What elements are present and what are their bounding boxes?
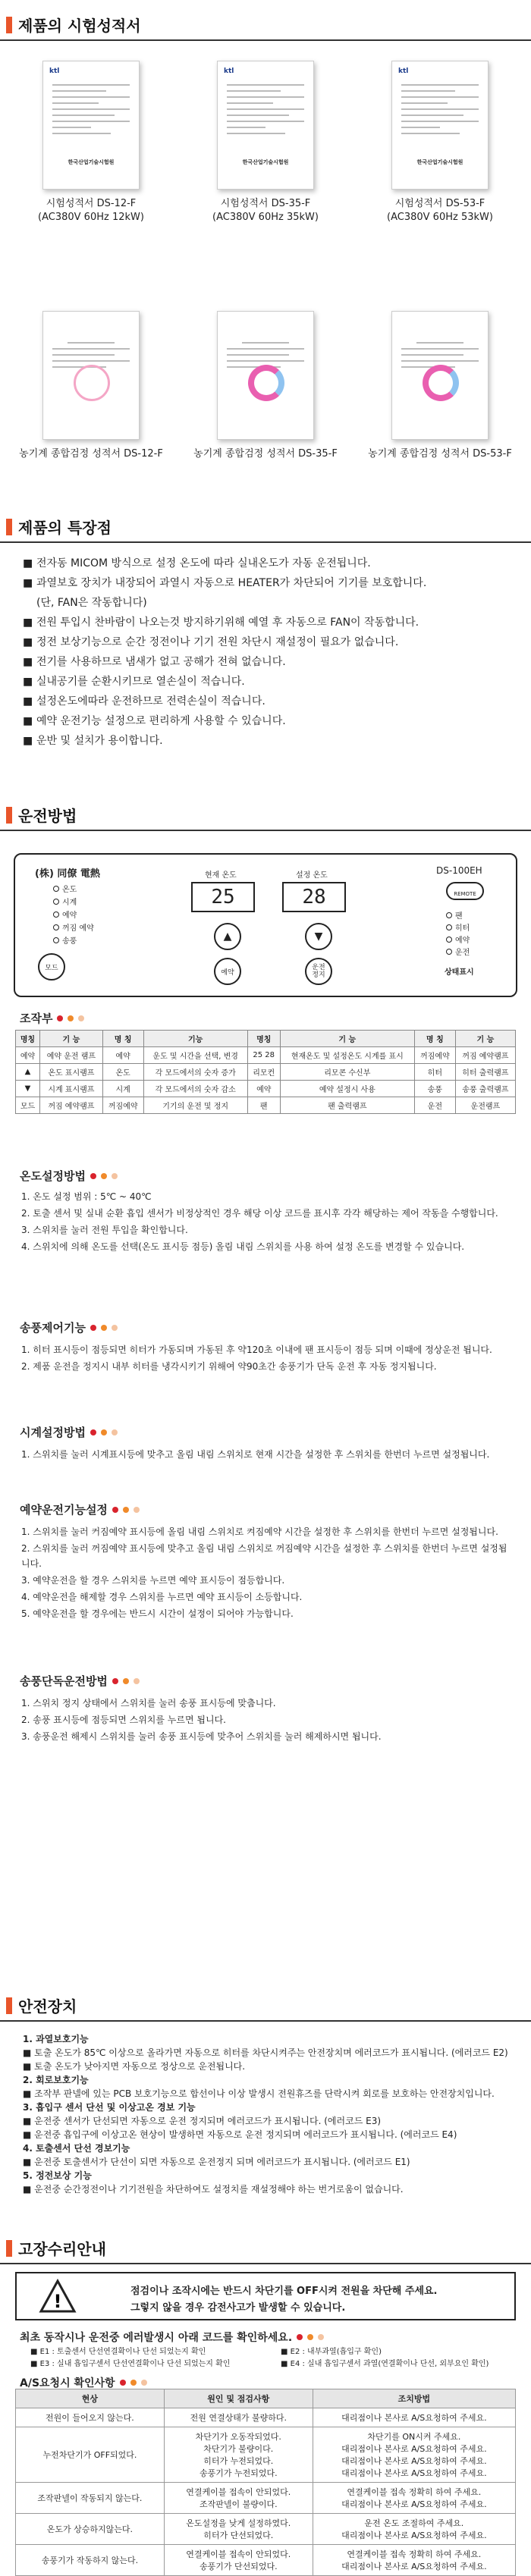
cert-document (217, 311, 314, 440)
mode-button[interactable]: 모드 (38, 953, 65, 981)
reserve-setting-text: 1. 스위치를 눌러 커짐예약 표시등에 올림 내림 스위치로 켜짐예약 시간을 설정한 후 스위치를 한번더 누르면 설정됩니다. 2. 스위치를 눌러 꺼짐예약 표시등에 맞추고 올림 내림 스위치로 꺼짐예약 시간을 설정한 후 스위치를 한번더 누르면 설정됩니다. 3. 예약운전을 할 경우 스위치를 누르면 예약 표시등이 점등합니다. 4. 예약운전을 해제할 경우 스위치를 누르면 예약 표시등이 소등합니다. 5. 예약운전을 할 경우에는 반드시 시간이 설정이 되어야 가능합니다. (21, 1526, 507, 1619)
fan-only-text: 1. 스위치 정지 상태에서 스위치를 눌러 송풍 표시등에 맞춥니다. 2. 송풍 표시등에 점등되면 스위치를 누르면 됩니다. 3. 송풍운전 해제시 스위치를 눌러 송풍 표시등에 맞추어 스위치를 눌러 해제하시면 됩니다. (21, 1698, 382, 1742)
section-bar (6, 1997, 12, 2014)
divider (0, 2020, 531, 2022)
indicator: 팬 (446, 911, 470, 923)
list-item: ■ 예약 운전기능 설정으로 편리하게 사용할 수 있습니다. (23, 715, 286, 727)
cert-caption: 농기계 종합검정 성적서 DS-53-F (368, 448, 512, 460)
temp-setting-title: 온도설정방법 (20, 1168, 118, 1184)
certs-header (6, 14, 141, 36)
as-table: 현상 원인 및 점검사항 조치방법 전원이 들어오지 않는다. 전원 연결상태가 불량하다. 대리점이나 본사로 A/S요청하여 주세요. 누전차단기가 OFF되었다. 차단기가 오동작되었다. 차단기가 불량이다. 히터가 누전되었다. 송풍기가 누전되었다. 차단기를 ON시켜 주세요. 대리점이나 본사로 A/S요청하여 주세요. 대리점이나 본사로 A/S요청하여 주세요. 대리점이나 본사로 A/S요청하여 주세요. 조작판넬이 작동되지 않는다. 연결케이블 접속이 안되었다. 조작판넬이 불량이다. 연결케이블 접속 정확히 하여 주세요. 대리점이나 본사로 A/S요청하여 주세요. 온도가 상승하지않는다. 온도설정을 낮게 설정하였다. 히터가 단선되었다. 운전 온도 조절하여 주세요. 대리점이나 본사로 A/S요청하여 주세요. 송풍기가 작동하지 않는다. 연결케이블 접속이 안되었다. 송풍기가 단선되었다. 연결케이블 접속 정확히 하여 주세요. 대리점이나 본사로 A/S요청하여 주세요. (15, 2389, 516, 2576)
cert-org: 한국산업기술시험원 (68, 159, 115, 165)
indicator: 꺼짐 예약 (53, 922, 114, 935)
panel-model: DS-100EH (436, 865, 482, 876)
divider (0, 830, 531, 831)
as-title: A/S요청시 확인사항 (20, 2375, 147, 2390)
controls-table: 명칭 기 능 명 칭 기능 명칭 기 능 명 칭 기 능 예약 예약 운전 램프 예약 운도 및 시간을 선택, 변경 25 28 현재온도 및 설정온도 시계를 표시 꺼짐예약 꺼짐 예약램프 ▲ 온도 표시램프 온도 각 모드에서의 숫자 증가 리모컨 리모콘 수신부 히터 히터 출력램프 ▼ 시계 표시램프 시계 각 모드에서의 숫자 감소 예약 예약 설정시 사용 송풍 송풍 출력램프 모드 꺼짐 예약램프 꺼짐예약 기기의 운전 및 정지 팬 팬 출력램프 운전 운전램프 (15, 1030, 516, 1114)
list-item: ■ E1 : 토출센서 단선연결확이나 단선 되었는지 확인 (30, 2348, 206, 2356)
divider (0, 2263, 531, 2264)
svg-text:!: ! (53, 2291, 62, 2312)
cert-stamp (423, 365, 459, 401)
list-item: ■ 전자동 MICOM 방식으로 설정 온도에 따라 실내온도가 자동 운전됩니다. (23, 557, 371, 569)
section-bar (6, 2240, 12, 2257)
triangle-down-icon: ▼ (314, 930, 323, 943)
table-row: ▲ 온도 표시램프 온도 각 모드에서의 숫자 증가 리모컨 리모콘 수신부 히터 히터 출력램프 (16, 1064, 516, 1081)
down-button[interactable] (305, 923, 332, 950)
table-row: ▼ 시계 표시램프 시계 각 모드에서의 숫자 감소 예약 예약 설정시 사용 송풍 송풍 출력램프 (16, 1081, 516, 1097)
ktl-logo: ktl (398, 67, 409, 75)
cert-item (364, 311, 516, 461)
divider (0, 39, 531, 41)
indicator: 시계 (53, 896, 114, 909)
list-item: ■ 운전중 토출센서가 단선이 되면 자동으로 운전정지 되며 에러코드가 표시됩니다. (에러코드 E1) (23, 2157, 410, 2167)
ktl-logo: ktl (49, 67, 60, 75)
indicator: 히터 (446, 923, 470, 935)
warning-line1: 점검이나 조작시에는 반드시 차단기를 OFF시켜 전원을 차단해 주세요. (130, 2286, 438, 2297)
table-row: 모드 꺼짐 예약램프 꺼짐예약 기기의 운전 및 정지 팬 팬 출력램프 운전 운전램프 (16, 1097, 516, 1114)
operation-title: 운전방법 (18, 807, 77, 825)
table-row: 전원이 들어오지 않는다. 전원 연결상태가 불량하다. 대리점이나 본사로 A/S요청하여 주세요. (16, 2408, 516, 2427)
features-title: 제품의 특장점 (18, 519, 112, 537)
repair-header (6, 2237, 106, 2259)
status-label: 상태표시 (445, 968, 474, 977)
as-table-wrap (15, 2389, 516, 2571)
list-item: ■ E4 : 실내 흡입구센서 과열(연결확이나 단선, 외부요인 확인) (281, 2360, 489, 2368)
clock-setting-text: 1. 스위치를 눌러 시계표시등에 맞추고 올림 내림 스위치로 현재 시간을 설정한 후 스위치를 한번더 누르면 설정됩니다. (21, 1449, 490, 1460)
cert-item (15, 61, 167, 224)
cert-stamp (248, 365, 284, 401)
reserve-setting-title: 예약운전기능설정 (20, 1501, 140, 1517)
indicator: 운전 (446, 947, 470, 959)
fan-function-text: 1. 히터 표시등이 점등되면 히터가 가동되며 가동된 후 약120초 이내에 팬 표시등이 점등 되며 이때에 정상운전 됩니다. 2. 제품 운전을 정지시 내부 히터를 냉각시키기 위해여 약90초간 송풍기가 단독 운전 후 자동 정지됩니다. (21, 1344, 492, 1372)
reserve-button[interactable]: 예약 (214, 958, 241, 985)
cert-caption: 농기계 종합검정 성적서 DS-12-F (19, 448, 163, 460)
list-item: ■ 운전중 순간정전이나 기기전원을 차단하여도 설정치를 재설정해야 하는 번거로움이 없습니다. (23, 2184, 404, 2195)
list-item: ■ 정전 보상기능으로 순간 정전이나 기기 전원 차단시 재설정이 필요가 없습니다. (23, 636, 399, 648)
left-indicators (53, 883, 114, 948)
triangle-up-icon: ▲ (223, 930, 232, 943)
error-codes (30, 2346, 516, 2370)
warning-box (15, 2272, 516, 2320)
cert-document (217, 61, 314, 190)
clock-setting-title: 시계설정방법 (20, 1424, 118, 1440)
current-temp-label: 현재 온도 (205, 871, 237, 880)
cert-item (190, 61, 341, 224)
list-item: ■ 조작부 판넬에 있는 PCB 보호기능으로 합선이나 이상 발생시 전원휴즈를 단락시켜 회로를 보호하는 안전장치입니다. (23, 2088, 495, 2099)
list-item: ■ 전기를 사용하므로 냄새가 없고 공해가 전혀 없습니다. (23, 656, 286, 668)
cert-document (42, 61, 140, 190)
cert-item (190, 311, 341, 461)
ktl-logo: ktl (224, 67, 234, 75)
section-bar (6, 17, 12, 33)
repair-title: 고장수리안내 (18, 2240, 106, 2258)
cert-caption: 시험성적서 DS-12-F (AC380V 60Hz 12kW) (38, 198, 144, 223)
cert-caption: 시험성적서 DS-35-F (AC380V 60Hz 35kW) (212, 198, 319, 223)
run-stop-button[interactable]: 운전 정지 (305, 958, 332, 985)
up-button[interactable] (214, 923, 241, 950)
list-item: ■ E3 : 실내 흡입구센서 단선연결확이나 단선 되었는지 확인 (30, 2360, 231, 2368)
error-title: 최초 동작시나 운전중 에러발생시 아래 코드를 확인하세요. (20, 2330, 324, 2345)
remote-receiver: REMOTE (446, 882, 484, 900)
safety-list: 1. 과열보호기능 ■ 토출 온도가 85℃ 이상으로 올라가면 자동으로 히터를 차단시켜주는 안전장치며 에러코드가 표시됩니다. (에러코드 E2) ■ 토출 온도가 낮아지면 자동으로 정상으로 운전됩니다. 2. 회로보호기능 ■ 조작부 판넬에 있는 PCB 보호기능으로 합선이나 이상 발생시 전원휴즈를 단락시켜 회로를 보호하는 안전장치입니다. 3. 흡입구 센서 단선 및 이상고온 경보 기능 ■ 운전중 센서가 단선되면 자동으로 운전 정지되며 에러코드가 표시됩니다. (에러코드 E3) ■ 운전중 흡입구에 이상고온 현상이 발생하면 자동으로 운전 정지되며 에러코드가 표시됩니다. (에러코드 E4) 4. 토출센서 단선 경보기능 ■ 운전중 토출센서가 단선이 되면 자동으로 운전정지 되며 에러코드가 표시됩니다. (에러코드 E1) 5. 정전보상 기능 ■ 운전중 순간정전이나 기기전원을 차단하여도 설정치를 재설정해야 하는 번거로움이 없습니다. (23, 2034, 508, 2195)
cert-item (15, 311, 167, 461)
indicator: 예약 (446, 935, 470, 947)
fan-function-title: 송풍제어기능 (20, 1319, 118, 1335)
indicator: 온도 (53, 883, 114, 896)
table-row: 예약 예약 운전 램프 예약 운도 및 시간을 선택, 변경 25 28 현재온도 및 설정온도 시계를 표시 꺼짐예약 꺼짐 예약램프 (16, 1047, 516, 1064)
list-item: ■ 토출 온도가 85℃ 이상으로 올라가면 자동으로 히터를 차단시켜주는 안전장치며 에러코드가 표시됩니다. (에러코드 E2) (23, 2047, 508, 2058)
certs-title: 제품의 시험성적서 (18, 17, 141, 35)
warning-line2: 그렇지 않을 경우 감전사고가 발생할 수 있습니다. (130, 2302, 346, 2314)
cert-document (42, 311, 140, 440)
list-item: ■ 토출 온도가 낮아지면 자동으로 정상으로 운전됩니다. (23, 2061, 246, 2072)
list-item: ■ 운반 및 설치가 용이합니다. (23, 735, 163, 747)
cert-document (391, 311, 489, 440)
cert-org: 한국산업기술시험원 (416, 159, 463, 165)
cert-caption: 시험성적서 DS-53-F (AC380V 60Hz 53kW) (387, 198, 493, 223)
list-item: (단, FAN은 작동합니다) (36, 597, 147, 609)
operation-header (6, 804, 77, 826)
list-item: ■ 전원 투입시 찬바람이 나오는것 방지하기위해 예열 후 자동으로 FAN이 작동합니다. (23, 617, 419, 629)
divider (0, 541, 531, 543)
cert-document (391, 61, 489, 190)
cert-caption: 농기계 종합검정 성적서 DS-35-F (193, 448, 338, 460)
cert-org: 한국산업기술시험원 (242, 159, 289, 165)
safety-title: 안전장치 (18, 1997, 77, 2016)
right-indicators (446, 911, 470, 959)
set-temp-label: 설정 온도 (296, 871, 328, 880)
list-item: ■ E2 : 내부과열(흡입구 확인) (281, 2348, 382, 2356)
safety-header (6, 1994, 77, 2016)
list-item: ■ 과열보호 장치가 내장되어 과열시 자동으로 HEATER가 차단되어 기기를 보호합니다. (23, 577, 427, 589)
temp-setting-text: 1. 온도 설정 범위 : 5℃ ~ 40℃ 2. 토출 센서 및 실내 순환 흡입 센서가 비정상적인 경우 해당 이상 코드를 표시후 각각 해당하는 제어 작동을 수행합니다. 3. 스위치를 눌러 전원 투입을 확인합니다. 4. 스위치에 의해 온도를 선택(온도 표시등 점등) 올림 내림 스위치를 사용 하여 설정 온도를 변경할 수 있습니다. (21, 1191, 498, 1252)
control-panel (14, 853, 517, 997)
panel-brand: (株) 同僚 電熱 (35, 868, 100, 880)
table-row: 누전차단기가 OFF되었다. 차단기가 오동작되었다. 차단기가 불량이다. 히터가 누전되었다. 송풍기가 누전되었다. 차단기를 ON시켜 주세요. 대리점이나 본사로 A/S요청하여 주세요. 대리점이나 본사로 A/S요청하여 주세요. 대리점이나 본사로 A/S요청하여 주세요. (16, 2427, 516, 2483)
table-row: 송풍기가 작동하지 않는다. 연결케이블 접속이 안되었다. 송풍기가 단선되었다. 연결케이블 접속 정확히 하여 주세요. 대리점이나 본사로 A/S요청하여 주세요. (16, 2545, 516, 2576)
current-temp-display: 25 (191, 882, 255, 912)
features-list (23, 554, 516, 751)
table-row: 조작판넬이 작동되지 않는다. 연결케이블 접속이 안되었다. 조작판넬이 불량이다. 연결케이블 접속 정확히 하여 주세요. 대리점이나 본사로 A/S요청하여 주세요. (16, 2483, 516, 2514)
warning-icon (39, 2279, 76, 2313)
set-temp-display: 28 (282, 882, 346, 912)
list-item: ■ 운전중 흡입구에 이상고온 현상이 발생하면 자동으로 운전 정지되며 에러코드가 표시됩니다. (에러코드 E4) (23, 2129, 457, 2140)
section-bar (6, 807, 12, 824)
features-header (6, 516, 112, 538)
table-row: 온도가 상승하지않는다. 온도설정을 낮게 설정하였다. 히터가 단선되었다. 운전 온도 조절하여 주세요. 대리점이나 본사로 A/S요청하여 주세요. (16, 2514, 516, 2545)
indicator: 예약 (53, 909, 114, 922)
list-item: ■ 설정온도에따라 운전하므로 전력손실이 적습니다. (23, 695, 266, 708)
fan-only-title: 송풍단독운전방법 (20, 1673, 140, 1689)
controls-subtitle: 조작부 (20, 1010, 84, 1026)
indicator: 송풍 (53, 935, 114, 948)
list-item: ■ 운전중 센서가 단선되면 자동으로 운전 정지되며 에러코드가 표시됩니다. (에러코드 E3) (23, 2116, 382, 2126)
list-item: ■ 실내공기를 순환시키므로 열손실이 적습니다. (23, 676, 245, 688)
section-bar (6, 519, 12, 535)
cert-item (364, 61, 516, 224)
cert-stamp (74, 365, 110, 401)
